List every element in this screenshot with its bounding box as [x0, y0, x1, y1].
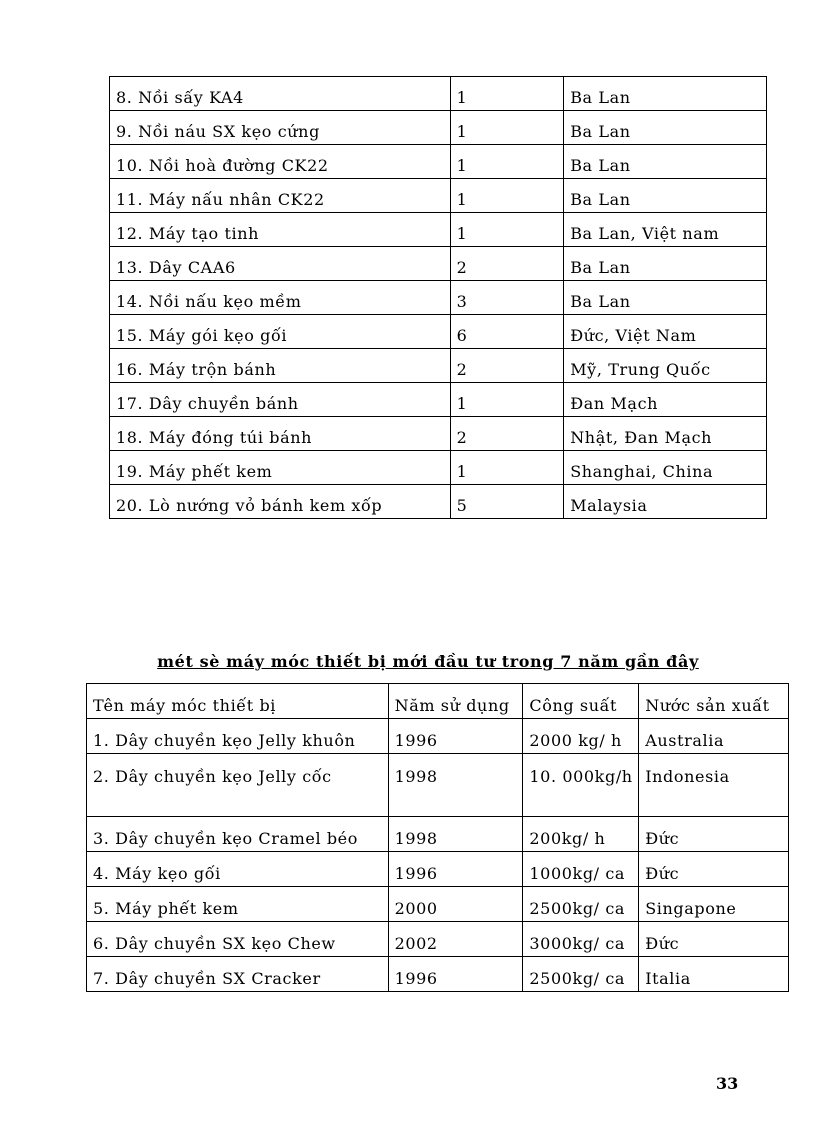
table-row: [110, 145, 767, 179]
equipment-name: 10. Nồi hoà đường CK22: [110, 145, 451, 179]
quantity: 2: [450, 349, 564, 383]
quantity: 1: [450, 383, 564, 417]
equipment-name: 5. Máy phết kem: [87, 887, 389, 922]
table-row: [110, 111, 767, 145]
equipment-name: 6. Dây chuyền SX kẹo Chew: [87, 922, 389, 957]
origin: Ba Lan: [564, 247, 767, 281]
quantity: 5: [450, 485, 564, 519]
table-row: [87, 754, 789, 817]
header-origin: Nước sản xuất: [639, 684, 789, 719]
equipment-name: 15. Máy gói kẹo gối: [110, 315, 451, 349]
quantity: 6: [450, 315, 564, 349]
equipment-name: 4. Máy kẹo gối: [87, 852, 389, 887]
year: 1996: [388, 852, 523, 887]
table-row: [87, 887, 789, 922]
origin: Malaysia: [564, 485, 767, 519]
year: 1996: [388, 957, 523, 992]
origin: Ba Lan: [564, 179, 767, 213]
year: 1996: [388, 719, 523, 754]
equipment-name: 20. Lò nướng vỏ bánh kem xốp: [110, 485, 451, 519]
equipment-name: 17. Dây chuyền bánh: [110, 383, 451, 417]
quantity: 1: [450, 145, 564, 179]
year: 2002: [388, 922, 523, 957]
origin: Nhật, Đan Mạch: [564, 417, 767, 451]
header-capacity: Công suất: [523, 684, 639, 719]
origin: Đức: [639, 817, 789, 852]
table-row: [87, 922, 789, 957]
quantity: 2: [450, 417, 564, 451]
table-row: [110, 315, 767, 349]
equipment-name: 13. Dây CAA6: [110, 247, 451, 281]
equipment-name: 3. Dây chuyền kẹo Cramel béo: [87, 817, 389, 852]
equipment-name: 12. Máy tạo tinh: [110, 213, 451, 247]
quantity: 1: [450, 179, 564, 213]
origin: Ba Lan: [564, 111, 767, 145]
capacity: 3000kg/ ca: [523, 922, 639, 957]
table-row: [110, 247, 767, 281]
origin: Australia: [639, 719, 789, 754]
table-row: [87, 817, 789, 852]
origin: Đức, Việt Nam: [564, 315, 767, 349]
origin: Shanghai, China: [564, 451, 767, 485]
equipment-name: 9. Nồi náu SX kẹo cứng: [110, 111, 451, 145]
origin: Singapone: [639, 887, 789, 922]
equipment-name: 7. Dây chuyền SX Cracker: [87, 957, 389, 992]
origin: Italia: [639, 957, 789, 992]
table-row: [110, 417, 767, 451]
quantity: 1: [450, 77, 564, 111]
table-header-row: [87, 684, 789, 719]
origin: Đức: [639, 852, 789, 887]
table-row: [110, 281, 767, 315]
origin: Đan Mạch: [564, 383, 767, 417]
table-row: [110, 383, 767, 417]
capacity: 2000 kg/ h: [523, 719, 639, 754]
table-caption: mét sè máy móc thiết bị mới đầu tư trong 7 năm gần đây: [157, 652, 699, 671]
year: 1998: [388, 754, 523, 817]
quantity: 3: [450, 281, 564, 315]
origin: Đức: [639, 922, 789, 957]
origin: Indonesia: [639, 754, 789, 817]
year: 1998: [388, 817, 523, 852]
quantity: 1: [450, 213, 564, 247]
table-row: [110, 179, 767, 213]
year: 2000: [388, 887, 523, 922]
capacity: 2500kg/ ca: [523, 957, 639, 992]
equipment-name: 11. Máy nấu nhân CK22: [110, 179, 451, 213]
equipment-name: 8. Nồi sấy KA4: [110, 77, 451, 111]
capacity: 10. 000kg/h: [523, 754, 639, 817]
page-number: 33: [716, 1074, 739, 1093]
table-row: [87, 719, 789, 754]
capacity: 2500kg/ ca: [523, 887, 639, 922]
table-row: [110, 213, 767, 247]
origin: Ba Lan, Việt nam: [564, 213, 767, 247]
origin: Ba Lan: [564, 145, 767, 179]
table-row: [110, 451, 767, 485]
origin: Mỹ, Trung Quốc: [564, 349, 767, 383]
quantity: 2: [450, 247, 564, 281]
equipment-name: 19. Máy phết kem: [110, 451, 451, 485]
equipment-name: 2. Dây chuyền kẹo Jelly cốc: [87, 754, 389, 817]
table-row: [110, 77, 767, 111]
table-row: [110, 349, 767, 383]
quantity: 1: [450, 451, 564, 485]
capacity: 1000kg/ ca: [523, 852, 639, 887]
header-year: Năm sử dụng: [388, 684, 523, 719]
equipment-table-continued: [109, 76, 767, 519]
table-row: [87, 852, 789, 887]
origin: Ba Lan: [564, 77, 767, 111]
new-equipment-table: [86, 683, 789, 992]
origin: Ba Lan: [564, 281, 767, 315]
equipment-name: 18. Máy đóng túi bánh: [110, 417, 451, 451]
equipment-name: 16. Máy trộn bánh: [110, 349, 451, 383]
capacity: 200kg/ h: [523, 817, 639, 852]
equipment-name: 1. Dây chuyền kẹo Jelly khuôn: [87, 719, 389, 754]
quantity: 1: [450, 111, 564, 145]
table-row: [110, 485, 767, 519]
equipment-name: 14. Nồi nấu kẹo mềm: [110, 281, 451, 315]
header-equipment-name: Tên máy móc thiết bị: [87, 684, 389, 719]
table-row: [87, 957, 789, 992]
